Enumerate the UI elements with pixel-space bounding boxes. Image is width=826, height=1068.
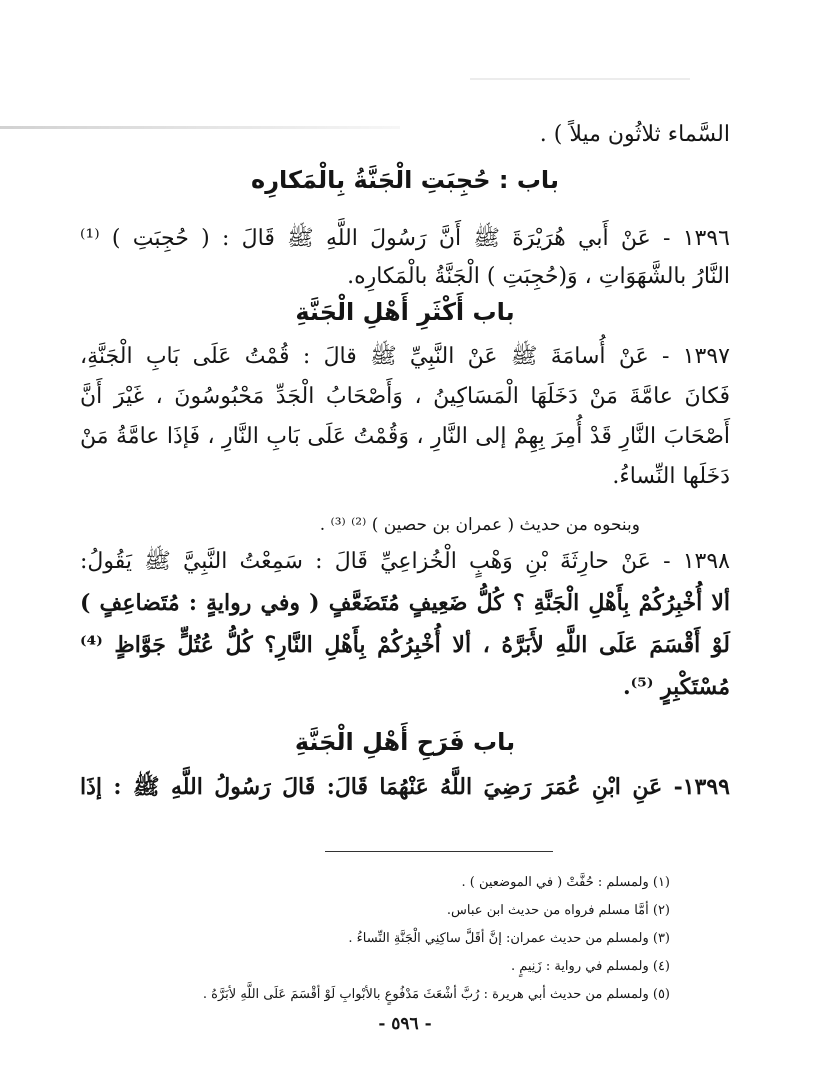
hadith-1396-line-1: ١٣٩٦ - عَنْ أَبي هُرَيْرَةَ ﷺ أَنَّ رَسُولَ اللَّهِ ﷺ قَالَ : ( حُجِبَتِ ) ⁽¹⁾ xyxy=(80,226,730,251)
hadith-1397-line-2: فَكانَ عامَّةَ مَنْ دَخَلَهَا الْمَسَاكِينُ ، وَأَصْحَابُ الْجَدِّ مَحْبُوسُونَ ، غَيْرَ أَنَّ xyxy=(80,384,730,409)
footnote: (٥) ولمسلم من حديث أبي هريرة : رُبَّ أشْعَثَ مَدْفُوعٍ بالأبْوابِ لَوْ أقْسَمَ عَلَى اللَّهِ لأبَرَّهُ . xyxy=(202,987,670,1002)
hadith-1398-line-4: مُسْتَكْبِرٍ ⁽⁵⁾. xyxy=(622,674,730,700)
footnote: (٤) ولمسلم في رواية : زَنِيمٍ . xyxy=(510,959,670,974)
footnote: (١) ولمسلم : حُفَّتْ ( في الموضعين ) . xyxy=(461,875,670,890)
book-page xyxy=(80,0,730,1068)
hadith-1398-line-1: ١٣٩٨ - عَنْ حارِثَةَ بْنِ وَهْبٍ الْخُزاعِيِّ قَالَ : سَمِعْتُ النَّبِيَّ ﷺ يَقُولُ: xyxy=(80,549,730,574)
hadith-1396-line-2: النَّارُ بالشَّهَوَاتِ ، وَ(حُجِبَتِ ) الْجَنَّةُ بالْمَكارِه. xyxy=(347,264,730,289)
text-line: السَّماء ثلاثُون ميلاً ) . xyxy=(539,122,730,147)
hadith-1399-line-1: ١٣٩٩- عَنِ ابْنِ عُمَرَ رَضِيَ اللَّهُ عَنْهُمَا قَالَ: قَالَ رَسُولُ اللَّهِ ﷺ : إذَا xyxy=(80,774,730,800)
hadith-1398-line-2: ألا أُخْبِرُكُمْ بِأَهْلِ الْجَنَّةِ ؟ كُلُّ ضَعِيفٍ مُتَضَعَّفٍ ( وفي روايةٍ : مُتَضاعِفٍ ) xyxy=(80,590,730,616)
hadith-1397-line-3: أَصْحَابَ النَّارِ قَدْ أُمِرَ بِهِمْ إلى النَّارِ ، وَقُمْتُ عَلَى بَابِ النَّارِ ، فَإذَا عامَّةُ مَنْ xyxy=(80,424,730,449)
chapter-heading: باب أَكْثَرِ أَهْلِ الْجَنَّةِ xyxy=(295,298,515,326)
chapter-heading: باب : حُجِبَتِ الْجَنَّةُ بِالْمَكارِه xyxy=(251,166,559,194)
footnote-separator xyxy=(325,851,553,852)
footnote: (٢) أمَّا مسلم فرواه من حديث ابن عباس. xyxy=(446,903,670,918)
hadith-1397-line-4: دَخَلَها النِّساءُ. xyxy=(612,464,730,489)
hadith-1397-line-1: ١٣٩٧ - عَنْ أُسامَةَ ﷺ عَنْ النَّبِيِّ ﷺ قالَ : قُمْتُ عَلَى بَابِ الْجَنَّةِ، xyxy=(80,344,730,369)
chapter-heading: باب فَرَحِ أَهْلِ الْجَنَّةِ xyxy=(294,728,516,756)
related-narration: وبنحوه من حديث ( عمران بن حصين ) ⁽²⁾ ⁽³⁾ . xyxy=(319,515,640,535)
page-number: - ٥٩٦ - xyxy=(378,1014,432,1034)
hadith-1398-line-3: لَوْ أَقْسَمَ عَلَى اللَّهِ لأَبَرَّهُ ، ألا أُخْبِرُكُمْ بِأَهْلِ النَّارِ؟ كُلُّ عُتُلٍّ جَوَّاظٍ ⁽⁴⁾ xyxy=(80,632,730,658)
footnote: (٣) ولمسلم من حديث عمران: إنَّ أقَلَّ ساكِنِي الْجَنَّةِ النِّساءُ . xyxy=(348,931,670,946)
